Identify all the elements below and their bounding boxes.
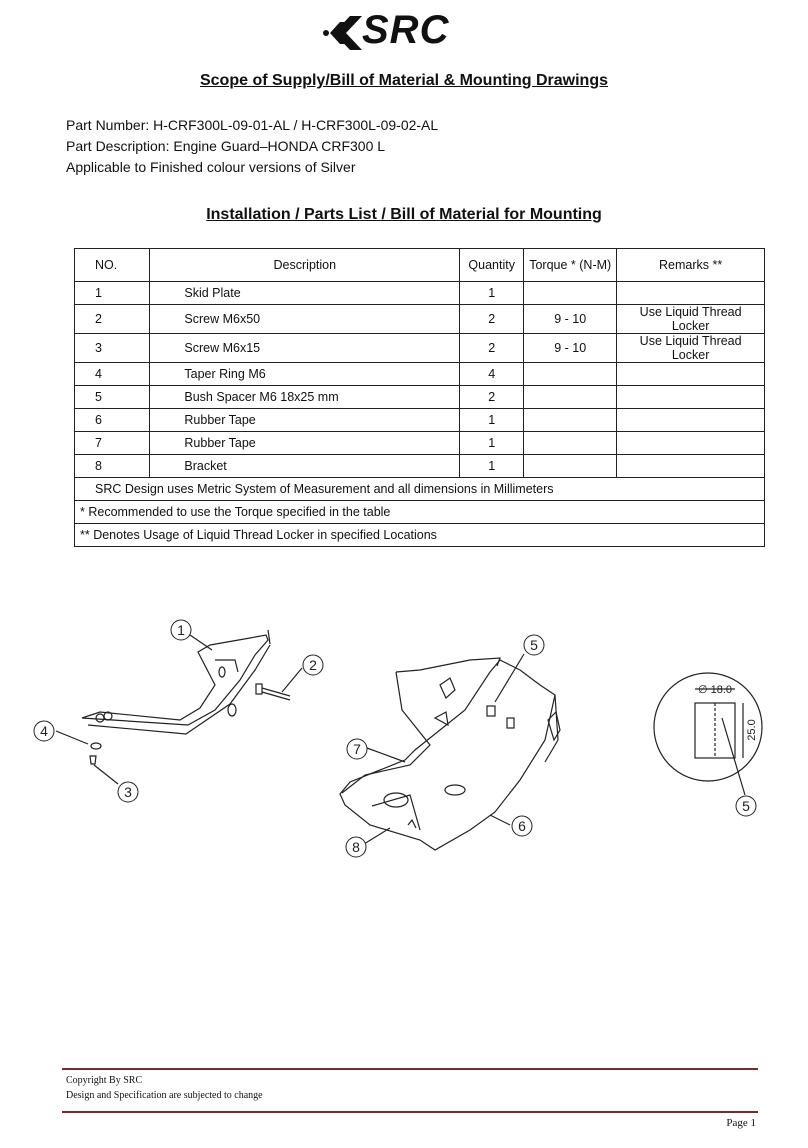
row-description: Screw M6x50 (150, 305, 460, 334)
row-torque: 9 - 10 (524, 334, 617, 363)
row-description: Rubber Tape (150, 409, 460, 432)
header-no: NO. (75, 249, 150, 282)
callout-8-label: 8 (352, 839, 360, 855)
row-remarks: Use Liquid Thread Locker (617, 305, 765, 334)
callout-3-label: 3 (124, 784, 132, 800)
callout-1 (171, 620, 191, 640)
page-number: Page 1 (726, 1117, 756, 1129)
callout-5 (524, 635, 544, 655)
row-no: 4 (75, 363, 150, 386)
disclaimer: Design and Specification are subjected to change (66, 1090, 263, 1101)
row-quantity: 1 (460, 432, 524, 455)
copyright: Copyright By SRC (66, 1075, 143, 1086)
callout-5-detail-label: 5 (742, 798, 750, 814)
callout-5-detail (736, 796, 756, 816)
row-description: Bush Spacer M6 18x25 mm (150, 386, 460, 409)
table-row (75, 305, 765, 334)
callout-4-label: 4 (40, 723, 48, 739)
dimension-length: 25.0 (746, 719, 758, 741)
header-quantity: Quantity (460, 249, 524, 282)
applicable-versions: Applicable to Finished colour versions of Silver (66, 159, 356, 175)
dimension-diameter: ∅ 18.0 (697, 684, 733, 696)
row-torque (524, 455, 617, 478)
row-torque (524, 409, 617, 432)
row-description: Skid Plate (150, 282, 460, 305)
table-row (75, 432, 765, 455)
section-title: Installation / Parts List / Bill of Material for Mounting (206, 206, 602, 223)
row-remarks (617, 455, 765, 478)
row-torque (524, 432, 617, 455)
row-no: 1 (75, 282, 150, 305)
header-remarks: Remarks ** (617, 249, 765, 282)
part-number: Part Number: H-CRF300L-09-01-AL / H-CRF300L-09-02-AL (66, 117, 439, 133)
part-description: Part Description: Engine Guard–HONDA CRF300 L (66, 138, 386, 154)
header-torque: Torque * (N-M) (524, 249, 617, 282)
header-description: Description (150, 249, 460, 282)
table-note-row (75, 478, 765, 501)
page-title: Scope of Supply/Bill of Material & Mounting Drawings (199, 72, 608, 89)
note-metric: SRC Design uses Metric System of Measurement and all dimensions in Millimeters (75, 478, 765, 501)
row-quantity: 4 (460, 363, 524, 386)
row-remarks (617, 409, 765, 432)
footer-divider-top (62, 1068, 758, 1070)
row-no: 5 (75, 386, 150, 409)
row-no: 6 (75, 409, 150, 432)
row-no: 3 (75, 334, 150, 363)
row-remarks (617, 282, 765, 305)
callout-2 (303, 655, 323, 675)
callout-4 (34, 721, 54, 741)
row-quantity: 2 (460, 305, 524, 334)
callout-3 (118, 782, 138, 802)
footer-divider-bottom (62, 1111, 758, 1113)
row-quantity: 1 (460, 282, 524, 305)
mounting-drawing (0, 600, 808, 880)
callout-7-label: 7 (353, 741, 361, 757)
row-remarks: Use Liquid Thread Locker (617, 334, 765, 363)
callout-1-label: 1 (177, 622, 185, 638)
row-remarks (617, 386, 765, 409)
row-no: 8 (75, 455, 150, 478)
side-view-skid-plate (82, 630, 270, 734)
row-quantity: 1 (460, 455, 524, 478)
callout-6-label: 6 (518, 818, 526, 834)
row-torque (524, 386, 617, 409)
row-remarks (617, 432, 765, 455)
row-quantity: 2 (460, 386, 524, 409)
row-description: Taper Ring M6 (150, 363, 460, 386)
taper-ring (91, 743, 101, 749)
table-row (75, 409, 765, 432)
callout-8 (346, 837, 366, 857)
table-row (75, 282, 765, 305)
screw-m6x15 (90, 756, 96, 764)
callout-7 (347, 739, 367, 759)
callout-2-label: 2 (309, 657, 317, 673)
note-torque: * Recommended to use the Torque specified in the table (75, 501, 765, 524)
table-row (75, 363, 765, 386)
part-info (66, 115, 438, 178)
row-description: Bracket (150, 455, 460, 478)
bom-table (74, 248, 765, 547)
table-header-row (75, 249, 765, 282)
table-note-row (75, 524, 765, 547)
callout-5-label: 5 (530, 637, 538, 653)
callout-6 (512, 816, 532, 836)
note-thread-locker: ** Denotes Usage of Liquid Thread Locker in specified Locations (75, 524, 765, 547)
row-torque: 9 - 10 (524, 305, 617, 334)
table-row (75, 334, 765, 363)
row-no: 2 (75, 305, 150, 334)
table-note-row (75, 501, 765, 524)
row-quantity: 2 (460, 334, 524, 363)
table-row (75, 455, 765, 478)
row-quantity: 1 (460, 409, 524, 432)
table-row (75, 386, 765, 409)
row-no: 7 (75, 432, 150, 455)
footer-text (66, 1073, 263, 1103)
row-remarks (617, 363, 765, 386)
row-description: Screw M6x15 (150, 334, 460, 363)
logo-text: SRC (362, 8, 450, 52)
row-description: Rubber Tape (150, 432, 460, 455)
screw-m6x50 (256, 684, 290, 700)
row-torque (524, 282, 617, 305)
row-torque (524, 363, 617, 386)
